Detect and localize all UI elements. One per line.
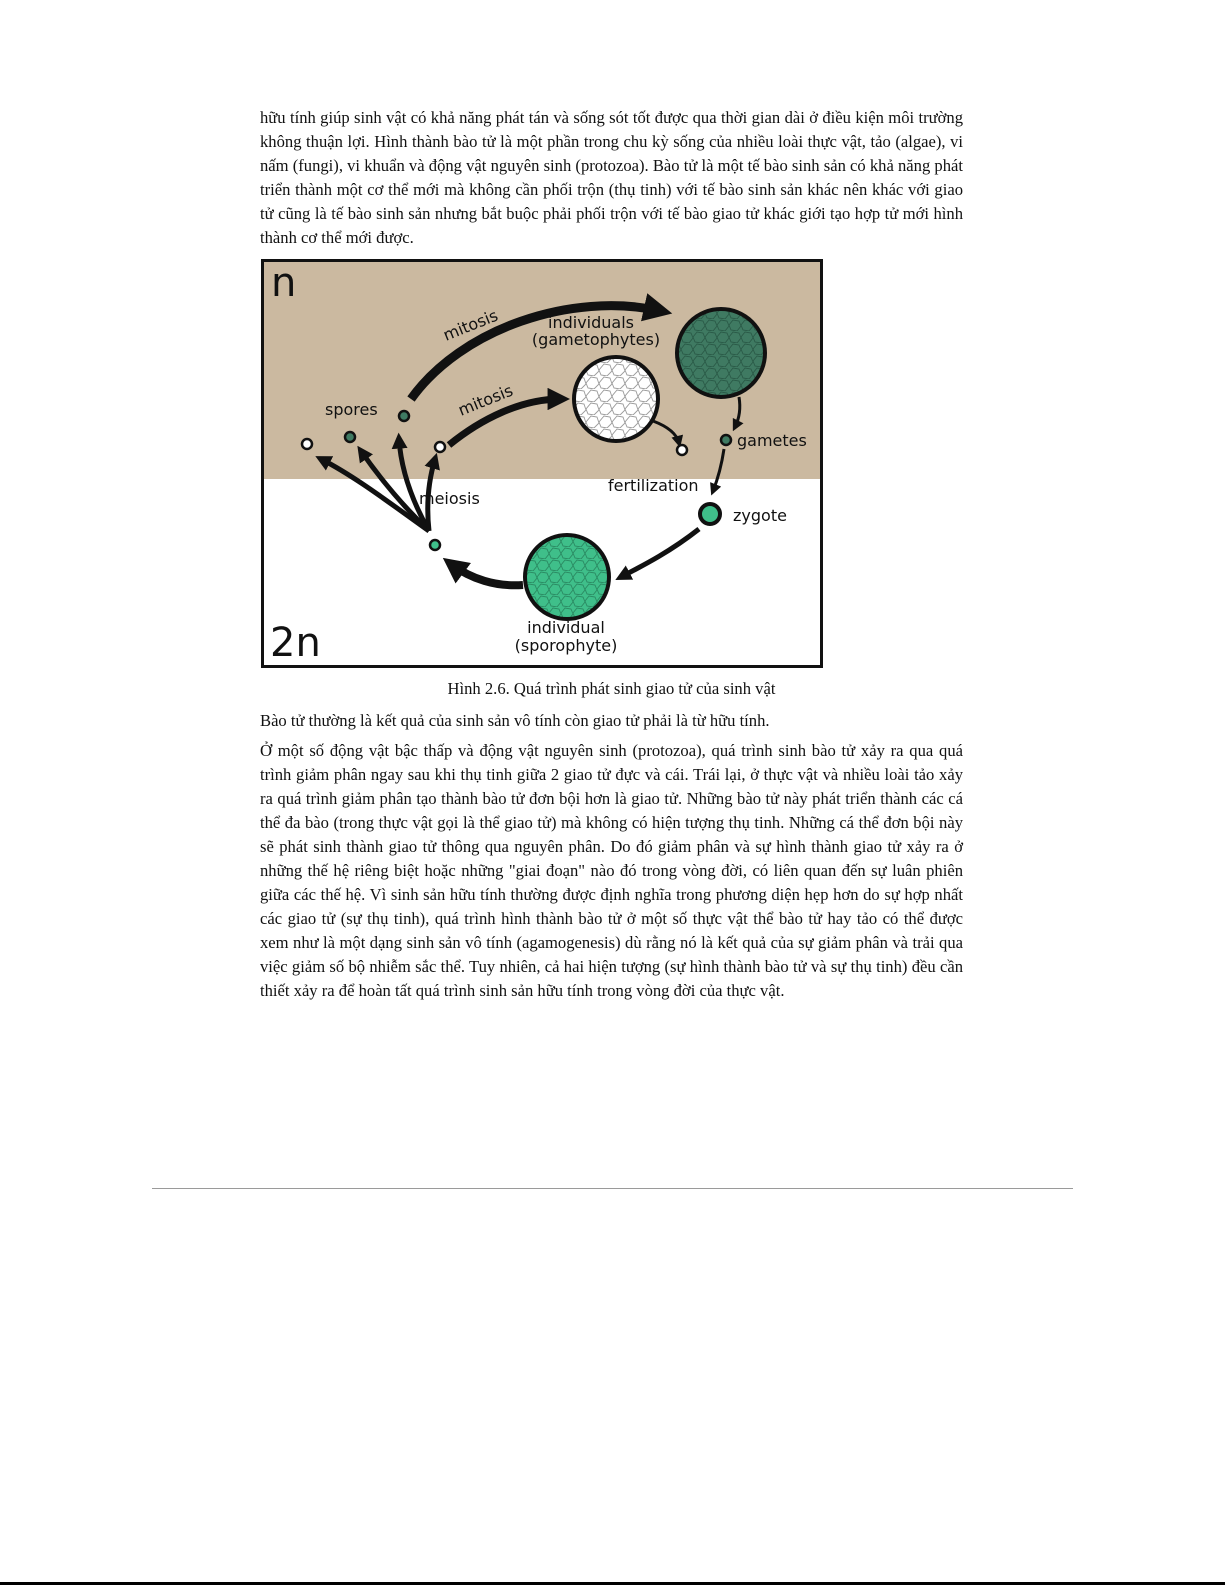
spore-3 (399, 411, 409, 421)
diploid-label: 2n (270, 620, 321, 666)
sporophyte (525, 535, 609, 619)
zygote-label: zygote (733, 506, 787, 525)
long-paragraph: Ở một số động vật bậc thấp và động vật nguyên sinh (protozoa), quá trình sinh bào tử xảy ra qua quá trình giảm phân ngay sau khi thụ tinh giữa 2 giao tử đực và cái. Trái lại, ở thực vật và nhiều loài tảo xảy ra quá trình giảm phân tạo thành bào tử đơn bội hơn là giao tử. Những bào tử này phát triển thành các cá thể đa bào (trong thực vật gọi là thể giao tử) mà không có hiện tượng thụ tinh. Những cá thể đơn bội này sẽ phát sinh thành giao tử thông qua nguyên phân. Do đó giảm phân và sự hình thành giao tử xảy ra ở những thế hệ riêng biệt hoặc những "giai đoạn" nào đó trong vòng đời, có liên quan đến sự luân phiên giữa các thế hệ. Vì sinh sản hữu tính thường được định nghĩa trong phương diện hẹp hơn do sự hợp nhất các giao tử (sự thụ tinh), quá trình hình thành bào tử ở một số thực vật thể bào tử hay tảo có thể được xem như là một dạng sinh sản vô tính (agamogenesis) dù rằng nó là kết quả của sự giảm phân và trải qua việc giảm số bộ nhiễm sắc thể. Tuy nhiên, cả hai hiện tượng (sự hình thành bào tử và sự thụ tinh) đều cần thiết xảy ra để hoàn tất quá trình sinh sản hữu tính trong vòng đời của thực vật. (260, 741, 963, 1000)
gametophytes-label: (gametophytes) (531, 330, 661, 349)
spore-4 (435, 442, 445, 452)
spore-1 (302, 439, 312, 449)
intro-paragraph: hữu tính giúp sinh vật có khả năng phát tán và sống sót tốt được qua thời gian dài ở điều kiện môi trường không thuận lợi. Hình thành bào tử là một phần trong chu kỳ sống của nhiều loài thực vật, tảo (algae), vi nấm (fungi), vi khuẩn và động vật nguyên sinh (protozoa). Bào tử là một tế bào sinh sản có khả năng phát triển thành một cơ thể mới mà không cần phối trộn (thụ tinh) với tế bào sinh sản khác nên khác với giao tử cũng là tế bào sinh sản nhưng bắt buộc phải phối trộn với tế bào giao tử khác giới tạo hợp tử mới hình thành cơ thể mới được. (260, 108, 963, 247)
gamete-dark (721, 435, 731, 445)
individuals-label: individuals (548, 313, 634, 332)
gametes-label: gametes (737, 431, 807, 450)
meiosis-label: meiosis (419, 489, 480, 508)
sporophyte-label: (sporophyte) (514, 636, 618, 655)
haploid-label: n (271, 260, 297, 306)
short-paragraph: Bào tử thường là kết quả của sinh sản vô tính còn giao tử phải là từ hữu tính. (260, 711, 770, 730)
zygote-cell (700, 504, 720, 524)
footer-separator (152, 1188, 1073, 1189)
meiosis-cell (430, 540, 440, 550)
individual-label: individual (527, 618, 605, 637)
gametophyte-dark (677, 309, 765, 397)
spores-label: spores (325, 400, 378, 419)
mitosis-label-upper: mitosis (440, 305, 501, 345)
fertilization-label: fertilization (608, 476, 699, 495)
gamete-white (677, 445, 687, 455)
gametophyte-white (574, 357, 658, 441)
life-cycle-figure (261, 259, 823, 668)
figure-caption: Hình 2.6. Quá trình phát sinh giao tử của sinh vật (447, 679, 776, 698)
mitosis-label-lower: mitosis (455, 380, 516, 420)
spore-2 (345, 432, 355, 442)
